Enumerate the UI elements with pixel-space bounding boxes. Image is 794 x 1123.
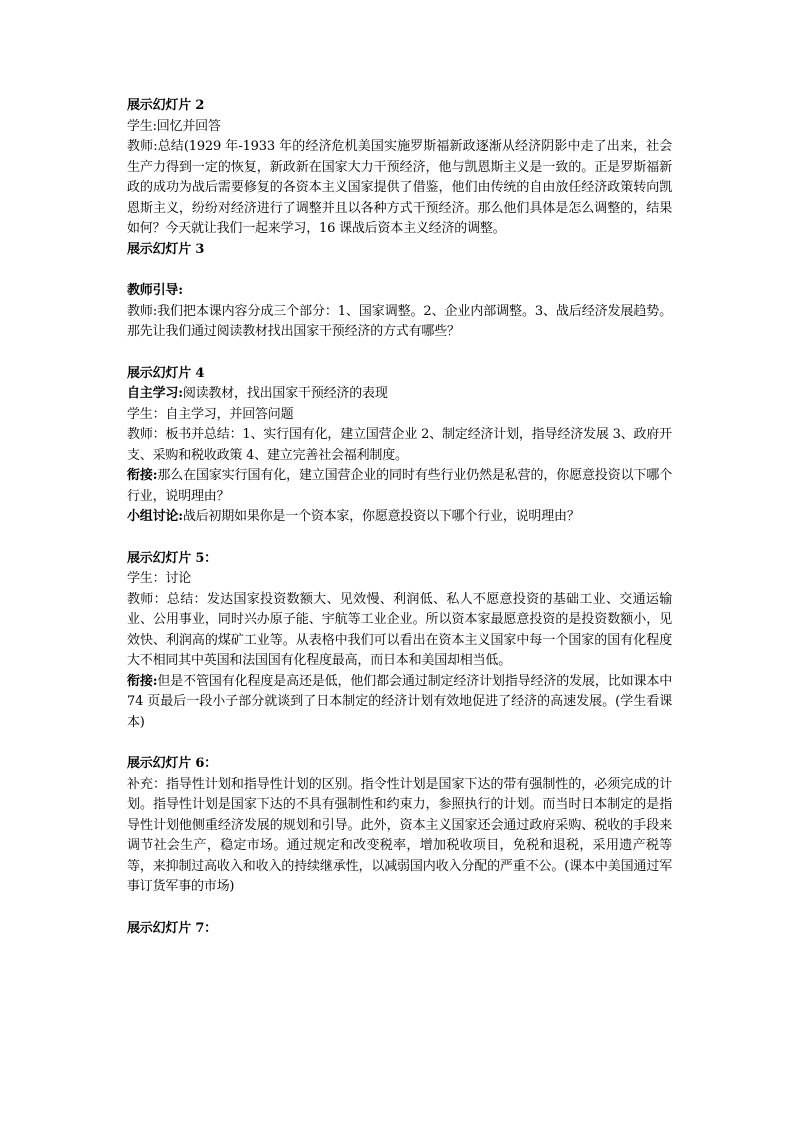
slide-7-heading: 展示幻灯片 7： bbox=[127, 920, 217, 936]
spacer bbox=[127, 260, 672, 281]
spacer bbox=[127, 528, 672, 549]
self-study-text: 阅读教材，找出国家干预经济的表现 bbox=[182, 386, 388, 401]
self-study-label: 自主学习: bbox=[127, 386, 183, 401]
slide-4-heading: 展示幻灯片 4 bbox=[127, 365, 205, 381]
slide-4-teacher: 教师：板书并总结：1、实行国有化，建立国营企业 2、制定经济计划，指导经济发展 3、政府开支、采购和税收政策 4、建立完善社会福利制度。 bbox=[127, 427, 672, 463]
slide-3-teacher: 教师:我们把本课内容分成三个部分：1、国家调整。2、企业内部调整。3、战后经济发展趋势。那先让我们通过阅读教材找出国家干预经济的方式有哪些？ bbox=[127, 303, 672, 339]
slide-2-student: 学生:回忆并回答 bbox=[127, 118, 221, 134]
slide-4-bridge bbox=[127, 466, 672, 507]
bridge-text: 那么在国家实行国有化，建立国营企业的同时有些行业仍然是私营的，你愿意投资以下哪个行业，说明理由？ bbox=[127, 468, 672, 504]
slide-4-group-discussion bbox=[127, 507, 672, 528]
document-page bbox=[127, 96, 672, 939]
slide-3-heading: 展示幻灯片 3 bbox=[127, 241, 205, 257]
slide-4-self-study bbox=[127, 384, 672, 405]
slide-3-guide-heading: 教师引导: bbox=[127, 283, 183, 298]
slide-5-teacher: 教师：总结：发达国家投资数额大、见效慢、利润低、私人不愿意投资的基础工业、交通运输业、公用事业，同时兴办原子能、宇航等工业企业。所以资本家最愿意投资的是投资数额小，见效快、利润高的煤矿工业等。从表格中我们可以看出在资本主义国家中每一个国家的国有化程度大不相同其中英国和法国国有化程度最高，而日本和美国却相当低。 bbox=[127, 591, 672, 668]
group-discussion-text: 战后初期如果你是一个资本家，你愿意投资以下哪个行业，说明理由？ bbox=[182, 509, 580, 524]
slide-5-student: 学生：讨论 bbox=[127, 571, 192, 586]
spacer bbox=[127, 733, 672, 754]
spacer bbox=[127, 343, 672, 364]
spacer bbox=[127, 898, 672, 919]
slide-4-student: 学生：自主学习，并回答问题 bbox=[127, 406, 294, 422]
slide-6-heading: 展示幻灯片 6： bbox=[127, 756, 217, 771]
slide-2-teacher: 教师:总结(1929 年-1933 年的经济危机美国实施罗斯福新政逐渐从经济阴影中走了出来，社会生产力得到一定的恢复，新政新在国家大力干预经济，他与凯恩斯主义是一致的。正是罗斯福新政的成功为战后需要修复的各资本主义国家提供了借鉴，他们由传统的自由放任经济政策转向凯恩斯主义，纷纷对经济进行了调整并且以各种方式干预经济。那么他们具体是怎么调整的，结果如何？今天就让我们一起来学习，16 课战后资本主义经济的调整。 bbox=[127, 139, 672, 236]
slide-5-heading: 展示幻灯片 5： bbox=[127, 550, 217, 566]
slide-6-supplement: 补充：指导性计划和指导性计划的区别。指令性计划是国家下达的带有强制性的，必须完成的计划。指导性计划是国家下达的不具有强制性和约束力，参照执行的计划。而当时日本制定的是指导性计划他侧重经济发展的规划和引导。此外，资本主义国家还会通过政府采购、税收的手段来调节社会生产，稳定市场。通过规定和改变税率，增加税收项目，免税和退税，采用遗产税等等，来抑制过高收入和收入的持续继承性，以减弱国内收入分配的严重不公。(课本中美国通过军事订货军事的市场) bbox=[127, 776, 672, 894]
slide-2-heading: 展示幻灯片 2 bbox=[127, 98, 205, 113]
slide-5-bridge bbox=[127, 672, 672, 734]
bridge-label: 衔接: bbox=[127, 468, 158, 483]
bridge-text: 但是不管国有化程度是高还是低，他们都会通过制定经济计划指导经济的发展，比如课本中 74 页最后一段小子部分就谈到了日本制定的经济计划有效地促进了经济的高速发展。(学生看课本) bbox=[127, 673, 672, 730]
bridge-label: 衔接: bbox=[127, 673, 158, 689]
group-discussion-label: 小组讨论: bbox=[127, 509, 183, 524]
